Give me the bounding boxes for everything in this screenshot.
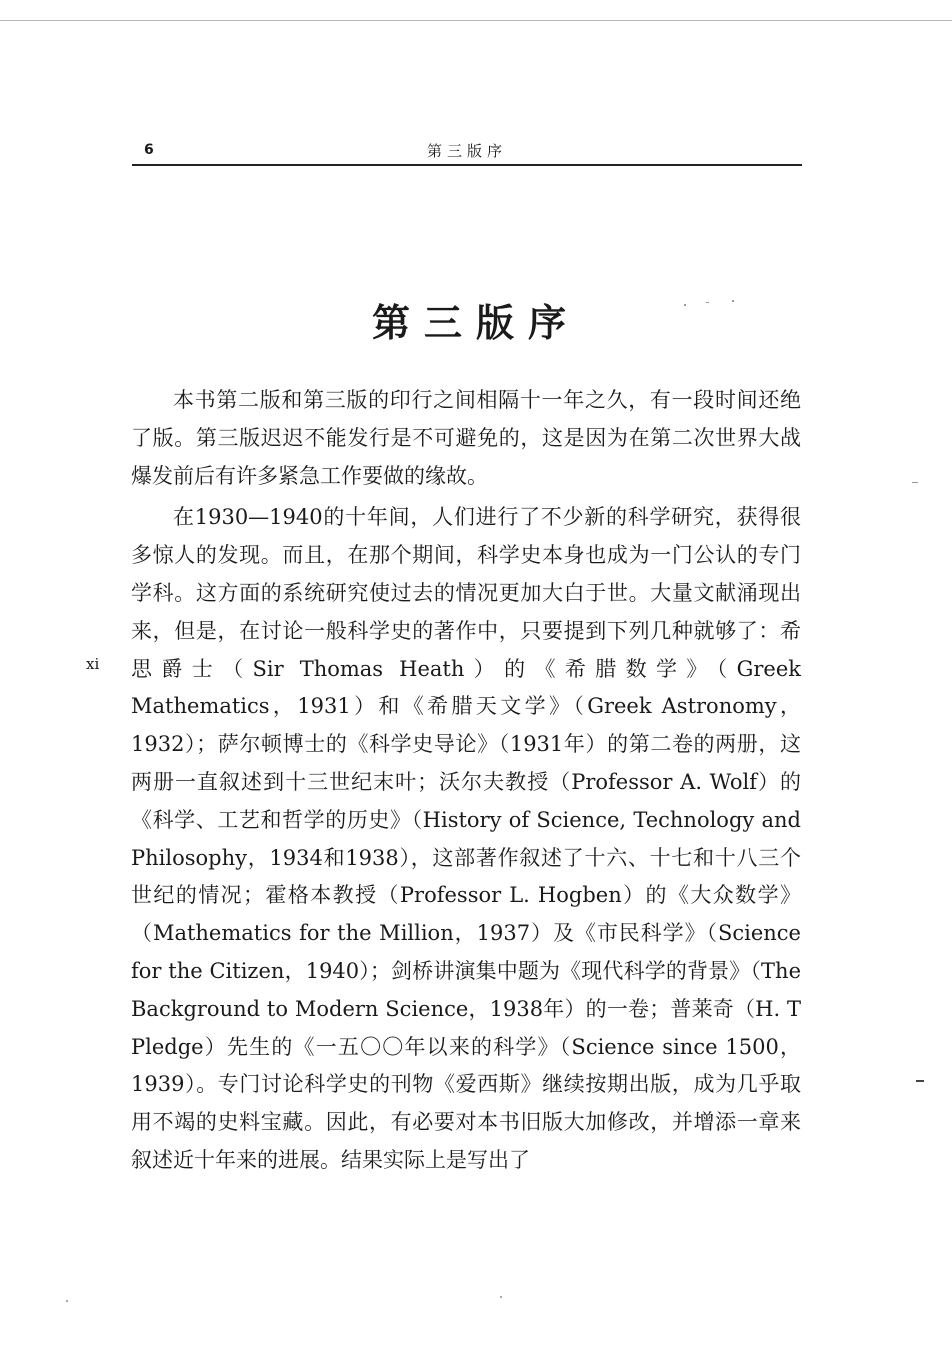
scan-speck [916, 1080, 924, 1082]
scan-speck [684, 304, 686, 306]
margin-page-marker: xi [86, 655, 100, 673]
running-header [132, 136, 802, 170]
running-title: 第三版序 [426, 142, 507, 160]
scan-speck [706, 302, 709, 303]
scan-speck [66, 1300, 68, 1302]
page-top-edge [0, 20, 952, 21]
page-number: 6 [144, 142, 154, 158]
scan-speck [500, 1296, 502, 1298]
body-text [131, 382, 801, 1184]
scan-speck [912, 482, 918, 483]
scan-speck [732, 300, 734, 302]
header-rule [132, 164, 802, 166]
paragraph: 在1930—1940的十年间，人们进行了不少新的科学研究，获得很多惊人的发现。而且，在那个期间，科学史本身也成为一门公认的专门学科。这方面的系统研究使过去的情况更加大白于世。大量文献涌现出来，但是，在讨论一般科学史的著作中，只要提到下列几种就够了：希思爵士（Sir Thomas Heath）的《希腊数学》（Greek Mathematics，1931）和《希腊天文学》（Greek Astronomy，1932）；萨尔顿博士的《科学史导论》（1931年）的第二卷的两册，这两册一直叙述到十三世纪末叶；沃尔夫教授（Professor A. Wolf）的《科学、工艺和哲学的历史》（History of Science, Technology and Philosophy，1934和1938），这部著作叙述了十六、十七和十八三个世纪的情况；霍格本教授（Professor L. Hogben）的《大众数学》（Mathematics for the Million，1937）及《市民科学》（Science for the Citizen，1940）；剑桥讲演集中题为《现代科学的背景》（The Background to Modern Science，1938年）的一卷；普莱奇（H. T Pledge）先生的《一五〇〇年以来的科学》（Science since 1500，1939）。专门讨论科学史的刊物《爱西斯》继续按期出版，成为几乎取用不竭的史料宝藏。因此，有必要对本书旧版大加修改，并增添一章来叙述近十年来的进展。结果实际上是写出了 [131, 505, 801, 1172]
chapter-title: 第三版序 [371, 300, 580, 345]
paragraph: 本书第二版和第三版的印行之间相隔十一年之久，有一段时间还绝了版。第三版迟迟不能发行是不可避免的，这是因为在第二次世界大战爆发前后有许多紧急工作要做的缘故。 [131, 388, 801, 488]
